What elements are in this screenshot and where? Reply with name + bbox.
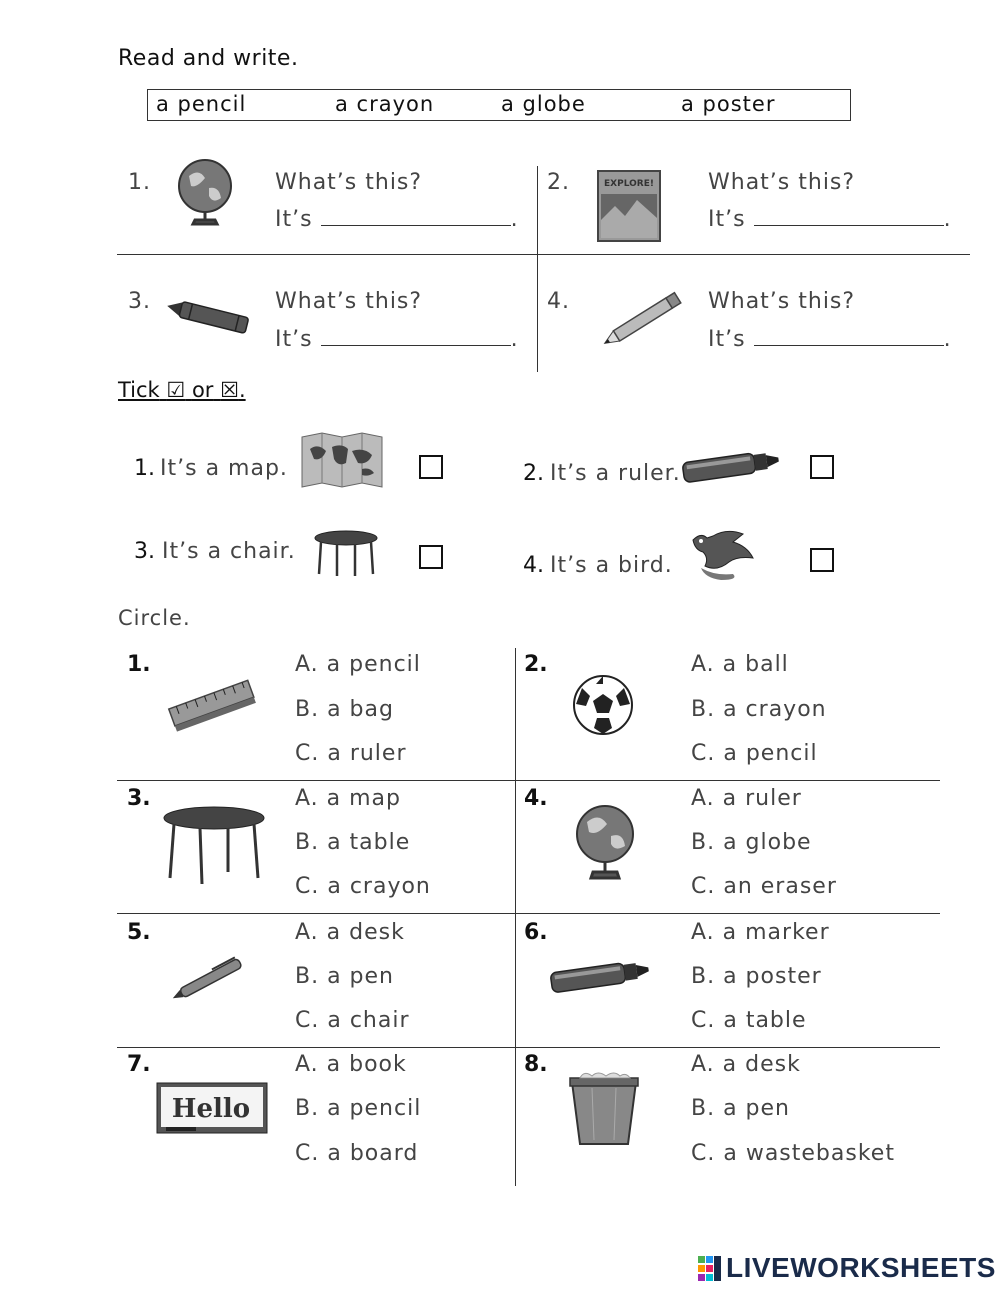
- divider: [117, 1047, 940, 1048]
- item-number: 5.: [127, 920, 151, 945]
- option-c[interactable]: C. a wastebasket: [691, 1141, 895, 1166]
- answer-blank[interactable]: [321, 203, 511, 226]
- item-number: 4.: [524, 786, 548, 811]
- board-text: Hello: [171, 1094, 251, 1124]
- pencil-icon: [596, 292, 688, 348]
- option-a[interactable]: A. a ball: [691, 652, 789, 677]
- answer-prefix: It’s: [708, 327, 746, 352]
- option-b[interactable]: B. a table: [295, 830, 411, 855]
- item-number: 3.: [127, 786, 151, 811]
- answer-prefix: It’s: [708, 207, 746, 232]
- ball-icon: [572, 674, 634, 736]
- option-c[interactable]: C. a pencil: [691, 741, 818, 766]
- wastebasket-icon: [566, 1072, 642, 1146]
- answer-line: [708, 203, 952, 232]
- option-a[interactable]: A. a book: [295, 1052, 407, 1077]
- option-c[interactable]: C. an eraser: [691, 874, 837, 899]
- word-bank-item: a poster: [681, 92, 776, 116]
- section-title-circle: Circle.: [118, 606, 191, 630]
- item-number: 2.: [547, 170, 570, 195]
- question-text: What’s this?: [708, 289, 856, 314]
- item-number: 4.: [547, 289, 570, 314]
- period: .: [510, 327, 519, 352]
- tick-checkbox[interactable]: [810, 548, 834, 572]
- item-number: 3.: [128, 289, 151, 314]
- divider: [515, 648, 516, 1186]
- bird-icon: [687, 528, 757, 582]
- option-b[interactable]: B. a globe: [691, 830, 812, 855]
- board-icon: [156, 1082, 268, 1134]
- statement-text: It’s a bird.: [550, 553, 673, 578]
- option-c[interactable]: C. a board: [295, 1141, 419, 1166]
- option-b[interactable]: B. a crayon: [691, 697, 827, 722]
- item-number: 6.: [524, 920, 548, 945]
- period: .: [238, 378, 246, 402]
- option-a[interactable]: A. a map: [295, 786, 402, 811]
- word-bank: [147, 89, 851, 121]
- option-b[interactable]: B. a pen: [691, 1096, 790, 1121]
- liveworksheets-brand: LIVEWORKSHEETS: [726, 1252, 996, 1283]
- cross-box-icon: ☒: [220, 378, 239, 402]
- poster-text: EXPLORE!: [604, 179, 654, 189]
- table-icon: [162, 806, 266, 886]
- item-number: 1.: [128, 170, 151, 195]
- question-text: What’s this?: [275, 170, 423, 195]
- period: .: [943, 327, 952, 352]
- item-number: 7.: [127, 1052, 151, 1077]
- option-c[interactable]: C. a chair: [295, 1008, 410, 1033]
- tick-checkbox[interactable]: [810, 455, 834, 479]
- option-a[interactable]: A. a marker: [691, 920, 830, 945]
- option-b[interactable]: B. a pen: [295, 964, 394, 989]
- answer-line: [275, 323, 519, 352]
- pen-icon: [166, 956, 252, 1002]
- answer-blank[interactable]: [754, 323, 944, 346]
- item-number: 4.: [523, 553, 544, 578]
- option-c[interactable]: C. a table: [691, 1008, 807, 1033]
- item-number: 8.: [524, 1052, 548, 1077]
- poster-icon: [597, 170, 661, 242]
- map-icon: [302, 433, 382, 487]
- divider: [117, 913, 940, 914]
- question-text: What’s this?: [708, 170, 856, 195]
- section-title-tick: [118, 378, 246, 402]
- globe-icon: [175, 158, 237, 230]
- option-c[interactable]: C. a ruler: [295, 741, 407, 766]
- answer-line: [275, 203, 519, 232]
- option-a[interactable]: A. a desk: [295, 920, 405, 945]
- option-a[interactable]: A. a ruler: [691, 786, 802, 811]
- answer-blank[interactable]: [321, 323, 511, 346]
- period: .: [943, 207, 952, 232]
- divider: [117, 780, 940, 781]
- globe-icon: [573, 802, 639, 882]
- option-b[interactable]: B. a bag: [295, 697, 394, 722]
- check-box-icon: ☑: [166, 378, 186, 402]
- ruler-icon: [168, 674, 256, 736]
- word-bank-item: a crayon: [335, 92, 435, 116]
- statement-text: It’s a map.: [160, 456, 288, 481]
- statement-text: It’s a chair.: [162, 539, 296, 564]
- question-text: What’s this?: [275, 289, 423, 314]
- answer-prefix: It’s: [275, 327, 313, 352]
- tick-checkbox[interactable]: [419, 455, 443, 479]
- answer-prefix: It’s: [275, 207, 313, 232]
- marker-icon: [681, 446, 783, 486]
- tick-checkbox[interactable]: [419, 545, 443, 569]
- word-bank-item: a globe: [501, 92, 586, 116]
- crayon-icon: [164, 296, 252, 336]
- tick-title-or: or: [191, 378, 214, 402]
- divider: [537, 166, 538, 372]
- answer-line: [708, 323, 952, 352]
- period: .: [510, 207, 519, 232]
- divider: [117, 254, 970, 255]
- liveworksheets-logo-icon: [698, 1256, 722, 1282]
- option-a[interactable]: A. a desk: [691, 1052, 801, 1077]
- item-number: 3.: [134, 539, 155, 564]
- answer-blank[interactable]: [754, 203, 944, 226]
- option-c[interactable]: C. a crayon: [295, 874, 431, 899]
- item-number: 1.: [134, 456, 155, 481]
- marker-icon: [549, 956, 653, 996]
- option-a[interactable]: A. a pencil: [295, 652, 421, 677]
- option-b[interactable]: B. a poster: [691, 964, 822, 989]
- item-number: 2.: [523, 461, 544, 486]
- statement-text: It’s a ruler.: [550, 461, 681, 486]
- section-title-read-write: Read and write.: [118, 46, 299, 71]
- word-bank-item: a pencil: [156, 92, 247, 116]
- tick-title-text: Tick: [118, 378, 160, 402]
- option-b[interactable]: B. a pencil: [295, 1096, 422, 1121]
- item-number: 2.: [524, 652, 548, 677]
- item-number: 1.: [127, 652, 151, 677]
- table-icon: [313, 530, 379, 578]
